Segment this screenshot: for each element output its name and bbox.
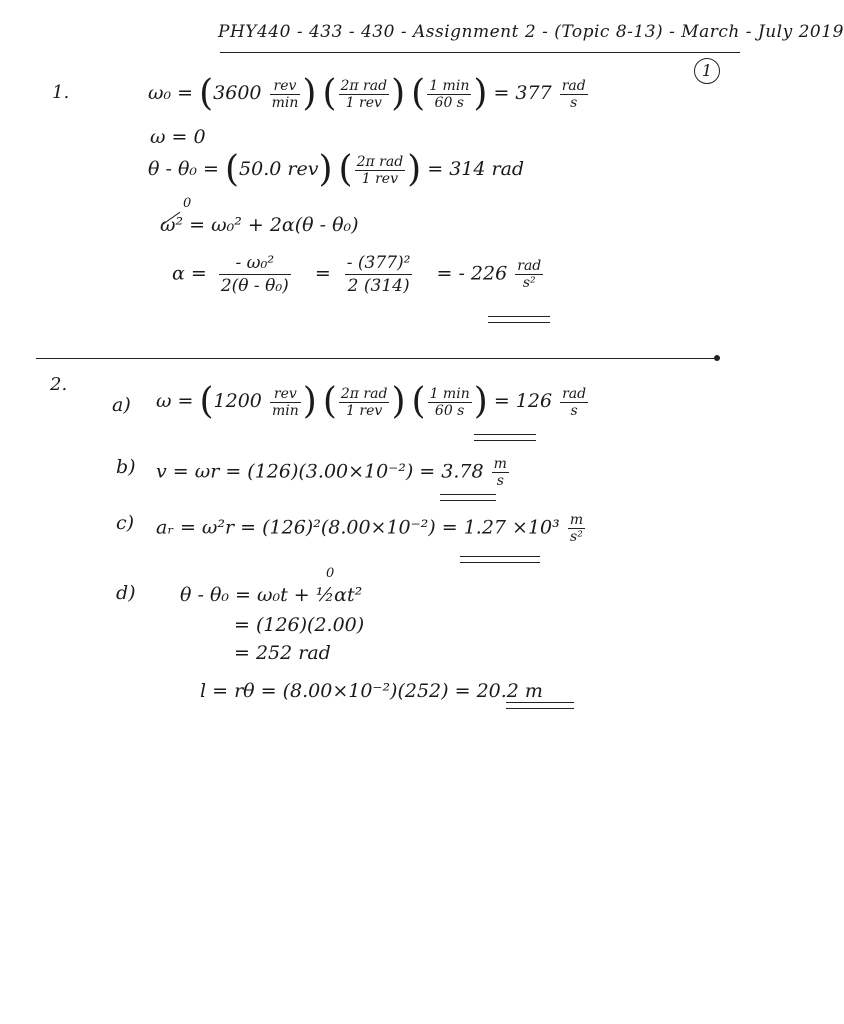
section-divider: [36, 358, 718, 359]
rev-per-min-fraction: $\frac{\text{rev}}{\min}$: [271, 77, 299, 111]
problem-1-omega-final: ω = 0: [150, 126, 206, 148]
part-c-result: 1.27 ×10³: [463, 516, 560, 539]
problem-1-displacement-line: θ - θ₀ = (50.0 rev) ( $\frac{\text{2π rad}}{\text{1 rev}}$ ) = 314 rad: [148, 149, 525, 190]
omega0-rpm-value: 3600: [213, 82, 262, 104]
min-per-sec-fraction: $\frac{1 \min}{60 s}$: [429, 77, 470, 111]
alpha-numeric-fraction: $\frac{\text{- (377)²}}{2 (314)}$: [346, 253, 411, 296]
part-b-result: 3.78: [441, 460, 484, 483]
alpha-zero-annotation: 0: [326, 566, 335, 581]
part-b-label: b): [116, 456, 136, 478]
problem-1-omega0-line: ω₀ = (3600 $\frac{\text{rev}}{\min}$ ) ( $\frac{\text{2π rad}}{\text{1 rev}}$ ) ( $\frac{1 \min}{60 s}$ ) = 377 $\frac{\text{rad}}{s}$: [148, 73, 586, 114]
omega-zero-annotation: 0: [183, 196, 192, 211]
part-d-angle-result: = 252 rad: [234, 642, 331, 664]
part-d-label: d): [116, 582, 136, 604]
part-b-velocity-line: v = ωr = (126)(3.00×10⁻²) = 3.78 $\frac{m}{s}$: [156, 456, 507, 489]
alpha-result: = - 226: [436, 262, 508, 285]
problem-1-number: 1.: [52, 82, 70, 103]
problem-1-alpha-line: α = $\frac{\text{- ω₀²}}{\text{2(θ - θ₀)}}$ = $\frac{\text{- (377)²}}{2 (314)}$ = - 226 $\frac{\text{rad}}{\text{s²}}$: [172, 253, 542, 296]
omega0-result: 377: [515, 82, 552, 104]
omega0-lhs: ω₀ =: [148, 82, 194, 104]
part-d-result: 20.2 m: [476, 680, 543, 702]
alpha-formula-fraction: $\frac{\text{- ω₀²}}{\text{2(θ - θ₀)}}$: [220, 253, 289, 296]
rad-per-s-unit: $\frac{\text{rad}}{s}$: [561, 77, 586, 111]
part-b-answer-underline: [440, 494, 496, 501]
part-a-label: a): [112, 394, 131, 416]
header-underline: [220, 52, 740, 53]
part-a-omega-line: ω = (1200 $\frac{\text{rev}}{\min}$ ) ( $\frac{\text{2π rad}}{\text{1 rev}}$ ) ( $\frac{1 \min}{60 s}$ ) = 126 $\frac{\text{rad}}{s}$: [156, 381, 587, 422]
part-c-answer-underline: [460, 556, 540, 563]
rad-per-rev-fraction: $\frac{\text{2π rad}}{\text{1 rev}}$: [340, 77, 388, 111]
part-a-answer-underline: [474, 434, 536, 441]
alpha-answer-underline: [488, 316, 550, 323]
part-d-substitution: = (126)(2.00): [234, 614, 365, 636]
rad-per-s2-unit: $\frac{\text{rad}}{\text{s²}}$: [517, 258, 542, 291]
page-number: 1: [694, 58, 720, 84]
divider-end-dot: [714, 355, 720, 361]
part-a-result: = 126: [493, 390, 553, 412]
part-d-arc-length-line: l = rθ = (8.00×10⁻²)(252) = 20.2 m: [200, 680, 543, 702]
rad-per-rev-fraction-2: $\frac{\text{2π rad}}{\text{1 rev}}$: [356, 153, 404, 187]
problem-1-kinematic-equation: ω² = ω₀² + 2α(θ - θ₀): [160, 214, 359, 236]
part-d-answer-underline: [506, 702, 574, 709]
part-d-angular-displacement: θ - θ₀ = ω₀t + ½αt²: [180, 584, 363, 606]
page-header-title: PHY440 - 433 - 430 - Assignment 2 - (Topic 8-13) - March - July 2019: [218, 22, 844, 42]
problem-2-number: 2.: [50, 374, 68, 395]
part-c-label: c): [116, 512, 135, 534]
displacement-result: = 314 rad: [427, 158, 525, 180]
part-c-acceleration-line: aᵣ = ω²r = (126)²(8.00×10⁻²) = 1.27 ×10³ $\frac{m}{\text{s²}}$: [156, 512, 584, 545]
